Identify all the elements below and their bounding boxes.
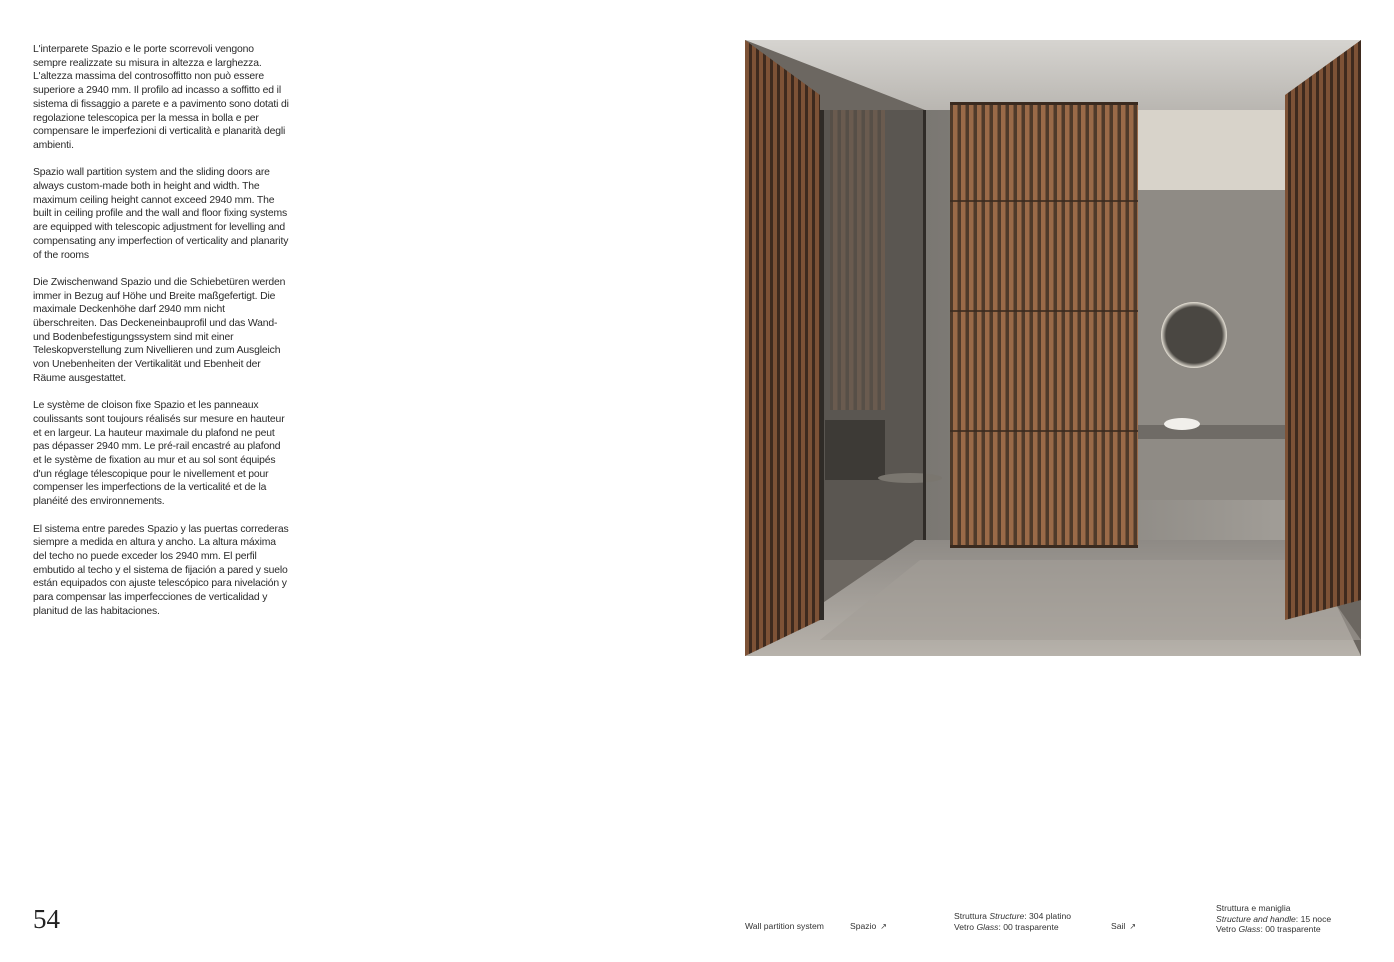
product-name-sail: Sail (1111, 921, 1126, 931)
paragraph-french: Le système de cloison fixe Spazio et les panneaux coulissants sont toujours réalisés sur mesure en hauteur et en largeur. La hauteur maximale du plafond ne peut pas dépasser 2940 mm. Le pré-rail encastré au plafond et le système de fixation au mur et au sol sont équipés d'un réglage télescopique pour le nivellement et pour compenser les imperfections de la verticalité et de la planéité des environnements. (33, 400, 285, 508)
external-arrow-icon: ↗ (880, 922, 887, 931)
spec-spazio (954, 911, 1071, 932)
footer-category: Wall partition system (745, 921, 824, 931)
paragraph-italian: L'interparete Spazio e le porte scorrevoli vengono sempre realizzate su misura in altezza e larghezza. L'altezza massima del controsoffitto non può essere superiore a 2940 mm. Il profilo ad incasso a soffitto ed il sistema di fissaggio a parete e a pavimento sono dotati di regolazione telescopica per la messa in bolla e per compensare le imperfezioni di verticalità e planarità degli ambienti. (33, 44, 289, 151)
paragraph-german: Die Zwischenwand Spazio und die Schiebetüren werden immer in Bezug auf Höhe und Breite maßgefertigt. Die maximale Deckenhöhe darf 2940 mm nicht überschreiten. Das Deckeneinbauprofil und das Wand- und Bodenbefestigungssystem sind mit einer Teleskopverstellung zum Nivellieren und zum Ausgleich von Unebenheiten der Vertikalität und Ebenheit der Räume ausgestattet. (33, 276, 286, 384)
spec-glass-line: Vetro Glass: 00 trasparente (954, 921, 1059, 932)
external-arrow-icon: ↗ (1129, 922, 1137, 931)
product-link-spazio[interactable] (850, 921, 887, 933)
spec-structure-handle-line: Structure and handle: 15 noce (1216, 913, 1332, 924)
body-text-column (33, 43, 289, 632)
paragraph-spanish: El sistema entre paredes Spazio y las puertas correderas siempre a medida en altura y ancho. La altura máxima del techo no puede exceder los 2940 mm. El perfil embutido al techo y el sistema de fijación a pared y suelo están equipados con ajuste telescópico para nivelación y para compensar las imperfecciones de verticalidad y planitud de las habitaciones. (33, 523, 289, 617)
product-name-spazio: Spazio (850, 921, 877, 931)
page-number: 54 (33, 904, 60, 934)
spec-structure-line: Struttura Structure: 304 platino (954, 911, 1072, 921)
paragraph-english: Spazio wall partition system and the sliding doors are always custom-made both in height and width. The maximum ceiling height cannot exceed 2940 mm. The built in ceiling profile and the wall and floor fixing systems are equipped with telescopic adjustment for levelling and compensating any imperfection of verticality and planarity of the rooms (33, 167, 289, 261)
spec-structure-handle-label: Struttura e maniglia (1216, 903, 1291, 913)
product-photo (745, 40, 1361, 656)
spec-glass-line: Vetro Glass: 00 trasparente (1216, 924, 1321, 934)
product-link-sail[interactable] (1111, 921, 1136, 933)
spec-sail (1216, 903, 1331, 935)
